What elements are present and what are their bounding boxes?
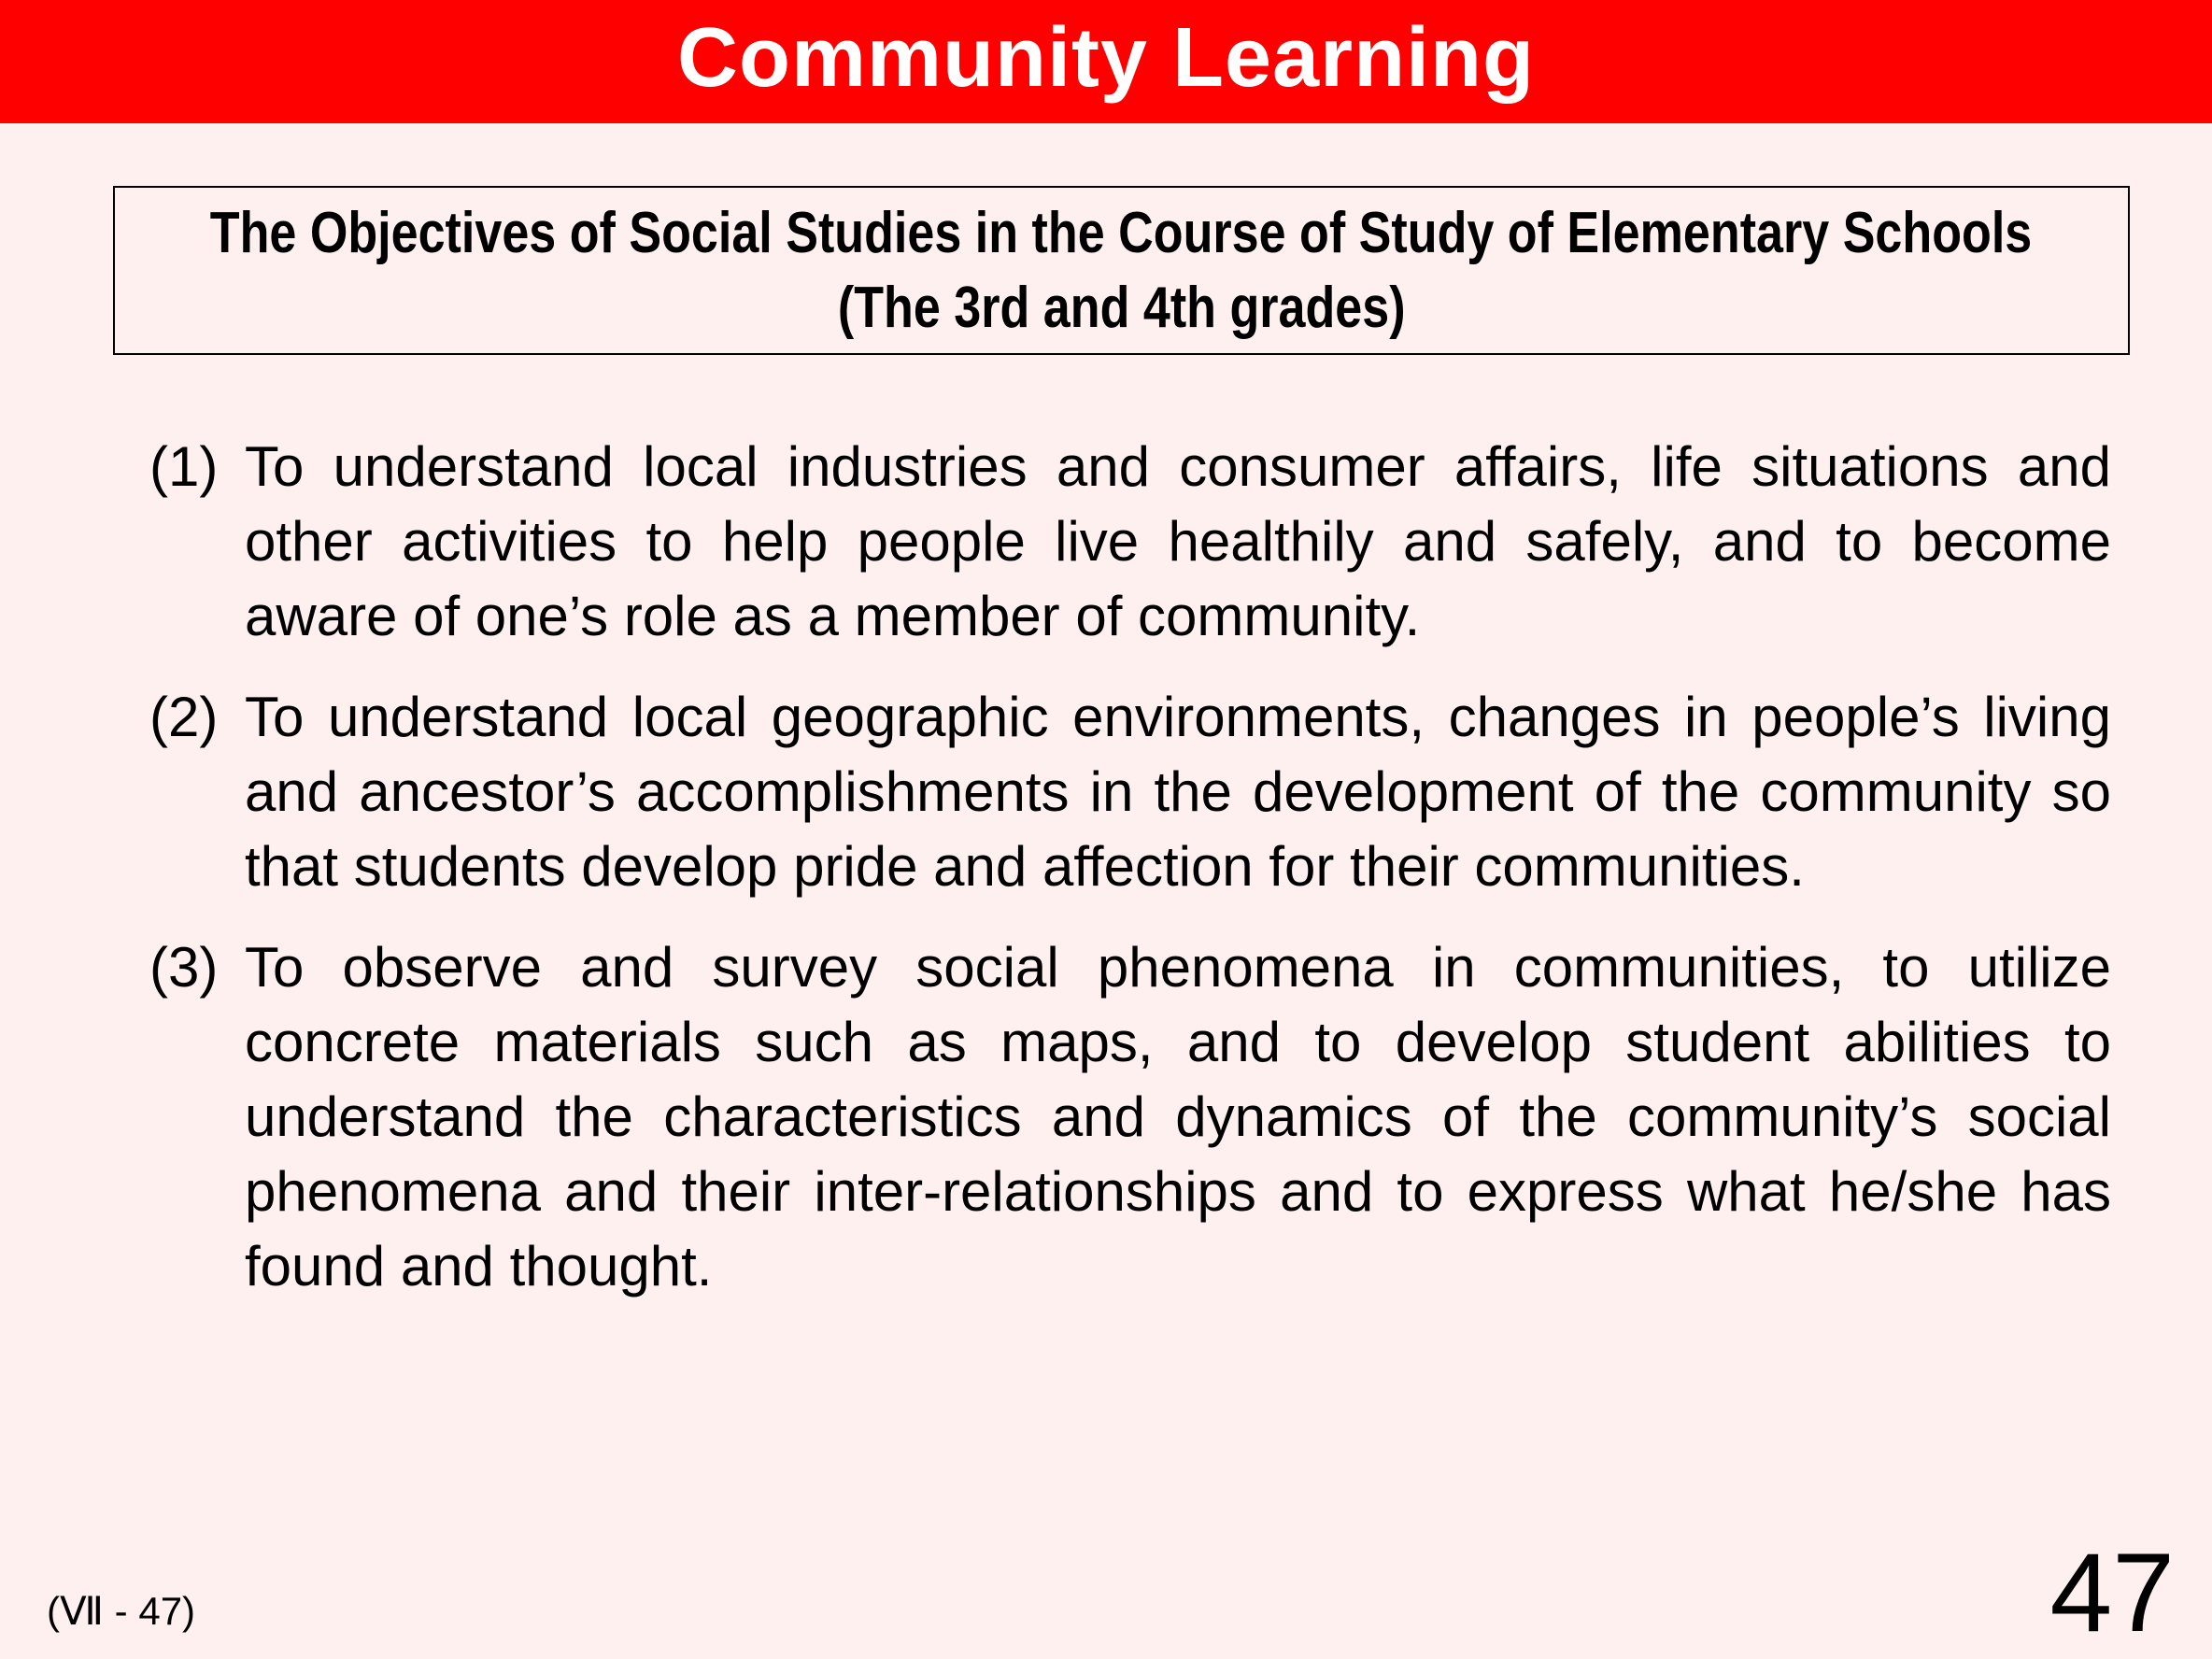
objective-number: (3) [149,936,219,999]
objective-number: (2) [149,686,219,748]
objective-number: (1) [149,435,219,498]
subtitle-line-1: The Objectives of Social Studies in the Course of Study of Elementary Schools [210,200,2033,265]
subtitle-line-2: (The 3rd and 4th grades) [837,275,1406,340]
slide-title: Community Learning [676,10,1536,105]
objective-text: To observe and survey social phenomena in communities, to utilize concrete materials such as maps, and to develop student abilities to understand the characteristics and dynamics of the community’s social phenomena and their inter-relationships and to express what he/she has found and thought. [245,936,2111,1297]
objective-text: To understand local geographic environments, changes in people’s living and ancestor’s accomplishments in the development of the community so that students develop pride and affection for their communities. [245,686,2111,898]
objective-item [149,430,2111,654]
page-number: 47 [2049,1530,2175,1655]
footer-reference: (Ⅶ - 47) [47,1589,196,1633]
objective-text: To understand local industries and consumer affairs, life situations and other activities to help people live healthily and safely, and to become aware of one’s role as a member of community. [245,435,2111,647]
objective-item [149,680,2111,904]
objective-item [149,930,2111,1304]
objectives-list [149,430,2111,1330]
subtitle-box [113,186,2130,355]
title-bar [0,0,2212,123]
